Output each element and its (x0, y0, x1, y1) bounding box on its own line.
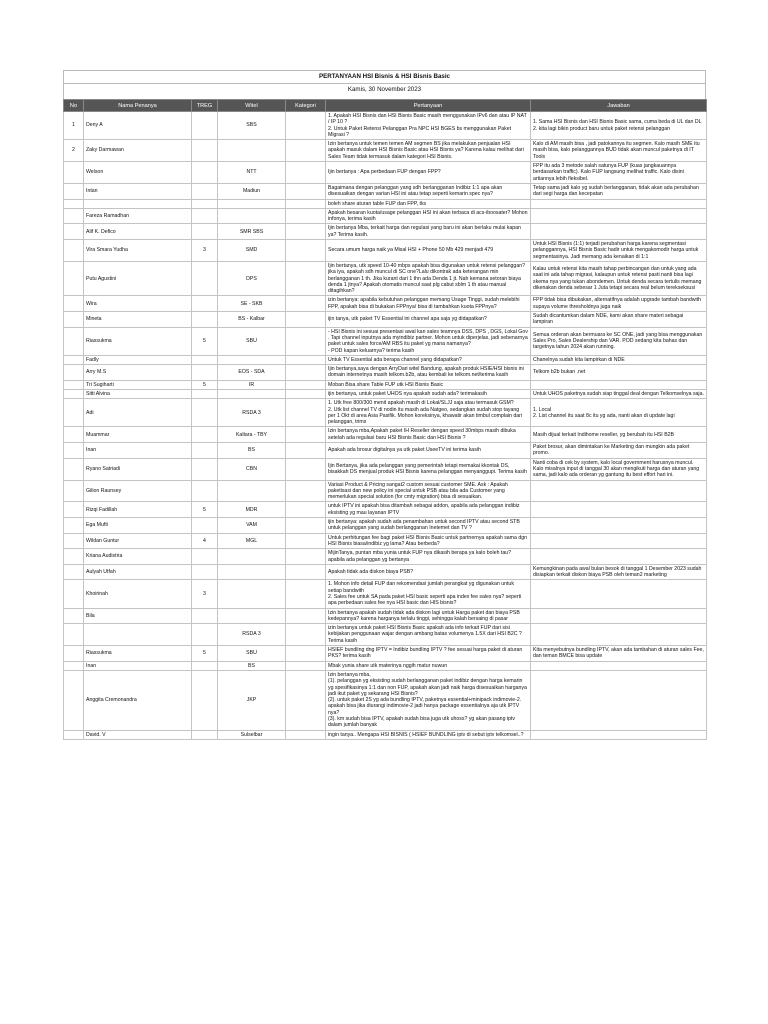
question-text: izin bertanya untuk paket HSI Bisnis Basic apakah ada info terkait FUP dari sisi kebijakan penggunaan wajar dengan ambang batas volumenya 1.5X dari HSI B2C ? Terima kasih (326, 624, 531, 646)
questioner-name: Fareza Ramadhan (84, 208, 192, 224)
kategori-cell (286, 549, 326, 565)
document-page (63, 70, 706, 740)
document-title: PERTANYAAN HSI Bisnis & HSI Bisnis Basic (63, 70, 706, 83)
row-number (64, 183, 84, 199)
treg-cell (192, 365, 218, 381)
kategori-cell (286, 624, 326, 646)
questioner-name: Welson (84, 162, 192, 184)
answer-text: Masih dijual terkait Indihome reseller, yg berubah itu HSI B2B (531, 427, 707, 443)
question-text: Mbak yunia share utk materinya nggih matur nuwun (326, 661, 531, 670)
kategori-cell (286, 399, 326, 427)
question-text: Izin bertanya mba,Apakah paket IH Reseller dengan speed 30mbps masih dibuka setelah ada regulasi baru HSI Bisnis Basic dan HSI Bisnis ? (326, 427, 531, 443)
witel-cell: SE - SKB (218, 296, 286, 312)
question-text: Ijin bertanya Mba, terkait harga dan regulasi yang baru ini akan berlaku mulai kapan ya? Terima kasih. (326, 224, 531, 240)
witel-cell: DPS (218, 261, 286, 295)
treg-cell (192, 224, 218, 240)
question-text: Izin bertanya untuk temen temen AM segmen BS jika melakukan penjualan HSI apakah masuk dalam HSI Bisnis Basic atau HSI Bisnis ya? Karena kalau melihat dari Sales Team tidak termasuk dalam kategori HSI Bisnis. (326, 140, 531, 162)
kategori-cell (286, 661, 326, 670)
treg-cell (192, 296, 218, 312)
treg-cell (192, 112, 218, 140)
table-row (64, 480, 707, 502)
answer-text (531, 502, 707, 518)
answer-text: Kalo di AM masih bisa , jadi patokannya itu segmen. Kalo masih SME itu masih bisa, kalo pelanggannya BUD tidak akan muncul paketnya di IT Tools (531, 140, 707, 162)
answer-text: 1. Sama HSI Bisnis dan HSI Bisnis Basic sama, cuma beda di UL dan DL 2. kita lagi bikin product baru untuk paket retensi pelanggan (531, 112, 707, 140)
table-row (64, 399, 707, 427)
witel-cell: BS (218, 661, 286, 670)
question-text: Apakah besaran kuota/usage pelanggan HSI ini akan terbaca di acs-iboosater? Mohon infonya, terima kasih (326, 208, 531, 224)
questioner-name: Riassukma (84, 327, 192, 355)
answer-text (531, 518, 707, 534)
question-text: Untuk perhitungan fee bagi paket HSI Bisnis Basic untuk partnernya apakah sama dgn HSI Bisnis biasa/indibiz yg lama? Atau berbeda? (326, 533, 531, 549)
questioner-name: Arry M.S (84, 365, 192, 381)
witel-cell: CBN (218, 458, 286, 480)
witel-cell: Kaltara - TBY (218, 427, 286, 443)
table-row (64, 661, 707, 670)
table-row (64, 112, 707, 140)
question-text: MijinTanya, puntan mba yunia untuk FUP nya dikasih berapa ya kalo boleh tau? apabila ada pelanggan yg bertanya (326, 549, 531, 565)
treg-cell (192, 518, 218, 534)
treg-cell: 5 (192, 646, 218, 662)
row-number (64, 399, 84, 427)
answer-text: Kemungkinan pada awal bulan besok di tanggal 1 Desember 2023 sudah disiapkan terkait diskon biaya PSB oleh teman2 marketing (531, 564, 707, 580)
witel-cell: SMR SBS (218, 224, 286, 240)
kategori-cell (286, 502, 326, 518)
questioner-name: Rizqi Fadillah (84, 502, 192, 518)
answer-text: Untuk UHOS paketnya sudah siap tinggal deal dengan Telkomselnya saja. (531, 389, 707, 398)
question-table (63, 99, 707, 740)
question-text: Izin bertanya apakah sudah tidak ada diskon lagi untuk Harga paket dan biaya PSB kedepannya? karena harganya terlalu tinggi, sehingga kalah bersaing di pasar (326, 608, 531, 624)
answer-text: FPP itu ada 3 metode salah satunya FUP (kuas jangkauannya berdasarkan traffic). Kalo FUP langsung melihat traffic. Kalo disini artiannya lebih fleksibel. (531, 162, 707, 184)
row-number (64, 296, 84, 312)
question-text: untuk IPTV ini apakah bisa ditambah sebagai addon, apabila ada pelanggan indibiz eksisting yg mau layanan IPTV (326, 502, 531, 518)
kategori-cell (286, 564, 326, 580)
kategori-cell (286, 427, 326, 443)
kategori-cell (286, 389, 326, 398)
table-row (64, 365, 707, 381)
answer-text (531, 380, 707, 389)
kategori-cell (286, 518, 326, 534)
kategori-cell (286, 183, 326, 199)
table-row (64, 533, 707, 549)
question-text: Variasi Product & Pricing sangat2 custom sesuai customer SME. Ask : Apakah paketisasi dan new policy ini special untuk PSB atau bila ada Customer yang memerlukan special solution (for cmty migration) bisa di sesuaikan. (326, 480, 531, 502)
kategori-cell (286, 140, 326, 162)
treg-cell (192, 443, 218, 459)
witel-cell (218, 199, 286, 208)
kategori-cell (286, 580, 326, 608)
answer-text (531, 199, 707, 208)
column-header-pertanyaan: Pertanyaan (326, 100, 531, 112)
kategori-cell (286, 670, 326, 730)
row-number (64, 518, 84, 534)
table-row (64, 208, 707, 224)
kategori-cell (286, 458, 326, 480)
witel-cell: RSDA 3 (218, 624, 286, 646)
question-text: 1. Utk free 800/300 menit apakah masih di Lokal/SLJJ saja atau termasuk GSM? 2. Utk list channel TV di nodin itu masih ada Natgeo, sedangkan sudah stop tayang per 1 Okt di area Asia Pasifik. Mohon koreksinya, khawatir akan timbul complain dari pelanggan, trims (326, 399, 531, 427)
treg-cell (192, 661, 218, 670)
row-number (64, 533, 84, 549)
row-number (64, 549, 84, 565)
kategori-cell (286, 608, 326, 624)
questioner-name: Vira Smara Yudha (84, 240, 192, 262)
kategori-cell (286, 261, 326, 295)
questioner-name: Khoirinah (84, 580, 192, 608)
answer-text: 1. Local 2. List channel itu saat 8c itu yg ada, nanti akan di update lagi (531, 399, 707, 427)
treg-cell (192, 480, 218, 502)
treg-cell: 5 (192, 380, 218, 389)
row-number (64, 580, 84, 608)
table-row (64, 162, 707, 184)
treg-cell (192, 208, 218, 224)
questioner-name: Kriana Audistria (84, 549, 192, 565)
question-text: boleh share aturan table FUP dan FPP, tks (326, 199, 531, 208)
answer-text (531, 670, 707, 730)
treg-cell: 5 (192, 327, 218, 355)
kategori-cell (286, 296, 326, 312)
row-number: 1 (64, 112, 84, 140)
witel-cell: SBS (218, 112, 286, 140)
table-row (64, 261, 707, 295)
table-row (64, 140, 707, 162)
question-text: - HSI Bisnis ini sesuai presentasi awal kan sales teamnya DSS, DPS , DGS, Lokal Gov . Tapi channel inputnya ada myindibiz partner. Mohon untuk diperjelas, jadi sebenarnya paket untuk sales force/AM RBS itu paket yg mana namanya? - POD kapan keluarnya? terima kasih (326, 327, 531, 355)
table-row (64, 327, 707, 355)
treg-cell (192, 730, 218, 739)
treg-cell (192, 261, 218, 295)
questioner-name: David. V (84, 730, 192, 739)
witel-cell: Sulselbar (218, 730, 286, 739)
table-row (64, 427, 707, 443)
treg-cell: 5 (192, 502, 218, 518)
answer-text: Sudah dicantumkan dalam NDE, kami akan share materi sebagai lampiran (531, 312, 707, 328)
question-text: izin bertanya: apabila kebutuhan pelanggan memang Usage Tinggi, sudah melebihi FPP, apakah bisa di bukakan FPPnya/ bisa di tambahkan kuota FPPnya? (326, 296, 531, 312)
question-text: Apakah ada brosur digitalnya ya utk paket UseeTV ini terima kasih (326, 443, 531, 459)
question-text: Ijin bertanya : Apa perbedaan FUP dengan FPP? (326, 162, 531, 184)
answer-text (531, 208, 707, 224)
row-number (64, 312, 84, 328)
question-text: ijin bertanya: apakah sudah ada penambahan untuk second IPTV atau second STB untuk pelanggan yang sudah berlangganan Inetemet dan TV ? (326, 518, 531, 534)
question-text: Apakah tidak ada diskon biaya PSB? (326, 564, 531, 580)
questioner-name: Adi (84, 399, 192, 427)
treg-cell (192, 458, 218, 480)
question-text: ijin tanya, utk paket TV Essential ini channel apa saja yg didapatkan? (326, 312, 531, 328)
answer-text (531, 533, 707, 549)
answer-text: Paket brosur, akan dimintakan ke Marketing dan mungkin ada paket promo. (531, 443, 707, 459)
witel-cell: MDR (218, 502, 286, 518)
question-text: Secara umum harga naik ya Misal HSI + Phone 50 Mb 429 menjadi 479 (326, 240, 531, 262)
row-number (64, 624, 84, 646)
row-number (64, 670, 84, 730)
answer-text (531, 661, 707, 670)
kategori-cell (286, 365, 326, 381)
row-number (64, 646, 84, 662)
treg-cell (192, 427, 218, 443)
row-number (64, 224, 84, 240)
table-row (64, 580, 707, 608)
table-row (64, 443, 707, 459)
answer-text (531, 624, 707, 646)
table-row (64, 502, 707, 518)
treg-cell (192, 399, 218, 427)
row-number (64, 355, 84, 364)
witel-cell: EOS - SDA (218, 365, 286, 381)
table-row (64, 549, 707, 565)
column-header-kategori: Kategori (286, 100, 326, 112)
kategori-cell (286, 380, 326, 389)
witel-cell (218, 580, 286, 608)
questioner-name: Alif K. Defico (84, 224, 192, 240)
treg-cell (192, 183, 218, 199)
treg-cell (192, 670, 218, 730)
table-row (64, 199, 707, 208)
witel-cell: MGL (218, 533, 286, 549)
column-header-jawaban: Jawaban (531, 100, 707, 112)
question-text: Izin bertanya mba, (1). pelanggan yg eksisting sudah berlangganan paket indibiz dengan harga kemarin yg spesifikasinya 1:1 dan non FUP, apakah akan jadi naik harga disesuaikan harganya jadi ikut paket yg sekarang HSI Bisnis? (2). untuk paket 2S yg ada bundling IPTV, paketnya essential+minipack indimovie-2. apakah bisa jika diurangi indimovie-2 jadi hanya package essentialnya aja utk IPTV nya? (3). km sudah bisa IPTV, apakah sudah bisa juga utk uhoss? yg akan pasang iptv dalam jumlah banyak (326, 670, 531, 730)
answer-text: Chanelnya sudah kita lampirkan di NDE (531, 355, 707, 364)
kategori-cell (286, 199, 326, 208)
witel-cell (218, 355, 286, 364)
column-header-witel: Witel (218, 100, 286, 112)
witel-cell (218, 564, 286, 580)
question-text: Bagaimana dengan pelanggan yang sdh berlangganan Indibiz 1:1 apa akan disesuaikan dengan varian HSI ini atau tetap seperti kemarin spec nya? (326, 183, 531, 199)
kategori-cell (286, 646, 326, 662)
row-number (64, 380, 84, 389)
treg-cell (192, 564, 218, 580)
question-text: Ijin Bertanya, jika ada pelanggan yang pemerintah tetapi memakai kkontak DS, bisakkah DS menjual produk HSI Bisnis karena pelanggan menyanggupi. Terima kasih (326, 458, 531, 480)
kategori-cell (286, 730, 326, 739)
witel-cell (218, 208, 286, 224)
row-number: 2 (64, 140, 84, 162)
row-number (64, 480, 84, 502)
witel-cell: RSDA 3 (218, 399, 286, 427)
table-row (64, 380, 707, 389)
row-number (64, 427, 84, 443)
row-number (64, 208, 84, 224)
table-row (64, 296, 707, 312)
row-number (64, 199, 84, 208)
answer-text (531, 549, 707, 565)
treg-cell (192, 162, 218, 184)
questioner-name: Wildan Guntur (84, 533, 192, 549)
treg-cell (192, 608, 218, 624)
questioner-name: Muammar (84, 427, 192, 443)
questioner-name: Fadly (84, 355, 192, 364)
document-date: Kamis, 30 November 2023 (63, 83, 706, 95)
treg-cell (192, 199, 218, 208)
treg-cell (192, 355, 218, 364)
row-number (64, 162, 84, 184)
question-text: ijin bertanya, untuk paket UHOS nya apakah sudah ada? terimakasih (326, 389, 531, 398)
treg-cell: 3 (192, 580, 218, 608)
questioner-name: Inan (84, 661, 192, 670)
witel-cell: BS - Kalbar (218, 312, 286, 328)
treg-cell: 3 (192, 240, 218, 262)
row-number (64, 564, 84, 580)
questioner-name: Ryano Satriadi (84, 458, 192, 480)
answer-text: Tetap sama jadi kalo yg sudah berlangganan, tidak akan ada perubahan dari segi harga dan kecepatan (531, 183, 707, 199)
question-text: Ijin bertanya, utk speed 10-40 mbps apakah bisa digunakan untuk retensi pelanggan? jika iya, apakah sdh muncul di SC one?Lalu dikontrak ada keterangan min berlangganan 1 th. Jika kurant dari 1 thn ada Denda 1 jt. Nah kemana setoran biaya denda 1 jtnya? Apakah otomatis muncul saat plg cabut sblm 1 th atau manual ditagihkan? (326, 261, 531, 295)
treg-cell (192, 312, 218, 328)
questioner-name: Inan (84, 443, 192, 459)
questioner-name: Bila (84, 608, 192, 624)
questioner-name: Ega Mufti (84, 518, 192, 534)
treg-cell (192, 140, 218, 162)
answer-text: Telkom b2b bukan .net (531, 365, 707, 381)
table-row (64, 730, 707, 739)
table-row (64, 389, 707, 398)
row-number (64, 661, 84, 670)
kategori-cell (286, 533, 326, 549)
answer-text: Semua orderan akan bermuara ke SC ONE, jadi yang bisa menggunakan Sales Pro, Sales Dealership dan VAR. POD sedang kita bahas dan targetnya tahun 2024 akan running. (531, 327, 707, 355)
kategori-cell (286, 208, 326, 224)
witel-cell (218, 389, 286, 398)
question-text: HSIEF bundling dng IPTV = Indibiz bundling IPTV ? fee sesuai harga paket di aturan PKS? terima kasih (326, 646, 531, 662)
kategori-cell (286, 224, 326, 240)
kategori-cell (286, 480, 326, 502)
questioner-name: Gilion Raunsey (84, 480, 192, 502)
answer-text: Nanti coba di cek by system, kalo local government harusnya muncul. Kalo misalnya input di tanggal 30 akan mengikuti harga dan aturan yang sama, jadi kalo ada orderan yg gantung itu best effort hari ini. (531, 458, 707, 480)
witel-cell: Madiun (218, 183, 286, 199)
questioner-name: Riassukma (84, 646, 192, 662)
questioner-name: Mineta (84, 312, 192, 328)
answer-text: Kalau untuk retensi kita masih tahap perbincangan dan untuk yang ada saat ini ada tahap migrasi, kalaupun untuk retensi pasti nanti bisa lagi skema nya yang tukan abondemen. Untuk denda secara tertulis memang dikenakan denda sebesar 1 Juta tetapi secara real belum terekseksusi (531, 261, 707, 295)
witel-cell: JKP (218, 670, 286, 730)
witel-cell: SMD (218, 240, 286, 262)
questioner-name: Deny A (84, 112, 192, 140)
answer-text (531, 480, 707, 502)
questioner-name (84, 199, 192, 208)
questioner-name: Tri Sugiharti (84, 380, 192, 389)
row-number (64, 389, 84, 398)
row-number (64, 502, 84, 518)
questioner-name: Putu Agustini (84, 261, 192, 295)
question-text: 1. Mohon info detail FUP dan rekomendasi jumlah perangkat yg digunakan untuk setiap bandwith 2. Sales fee untuk SA pada paket HSI basic seperti apa index fee sales nya? seperti apa perbedaan sales fee nya HSI basic dan HIS bisnis? (326, 580, 531, 608)
witel-cell: NTT (218, 162, 286, 184)
witel-cell: IR (218, 380, 286, 389)
question-text: Ijin bertanya,saya dengan ArryDari witel Bandung, apakah produk HSIE/HSI bisnis ini domain internetnya masih telkom.b2b, atau kembali ke telkom.net/terima kasih (326, 365, 531, 381)
answer-text: Untuk HSI Bisnis (1:1) terjadi perubahan harga karena segmentasi pelanggannya, HSI Bisnis Basic hadir untuk mengakomodir harga untuk segmentasinya. Jadi memang ada kenaikan di 1:1 (531, 240, 707, 262)
row-number (64, 730, 84, 739)
kategori-cell (286, 327, 326, 355)
table-row (64, 608, 707, 624)
row-number (64, 443, 84, 459)
question-text: Moban Bisa share Table FUP utk HSI Bisnis Basic (326, 380, 531, 389)
witel-cell (218, 480, 286, 502)
row-number (64, 365, 84, 381)
table-row (64, 670, 707, 730)
answer-text: FPP tidak bisa dibukakan, alternatifnya adalah upgrade tambah bandwith supaya volume thresholdnya juga naik (531, 296, 707, 312)
kategori-cell (286, 443, 326, 459)
row-number (64, 327, 84, 355)
column-header-name: Nama Penanya (84, 100, 192, 112)
table-row (64, 624, 707, 646)
answer-text (531, 608, 707, 624)
table-row (64, 564, 707, 580)
kategori-cell (286, 240, 326, 262)
column-header-no: No (64, 100, 84, 112)
kategori-cell (286, 355, 326, 364)
questioner-name: Sitti Alvina (84, 389, 192, 398)
answer-text: Kita menyebutnya bundling IPTV, akan ada tambahan di aturan sales Fee, dan teman BMCE bisa update (531, 646, 707, 662)
witel-cell: SBU (218, 646, 286, 662)
questioner-name: Wira (84, 296, 192, 312)
question-text: 1. Apakah HSI Bisnis dan HSI Bisnis Basic masih menggunakan IPv6 dan atau IP NAT / IP 10 ? 2. Untuk Paket Retensi Pelanggan Pra NPC HSI BGES bs menggunakan Paket Migrasi ? (326, 112, 531, 140)
column-header-treg: TREG (192, 100, 218, 112)
table-row (64, 646, 707, 662)
kategori-cell (286, 312, 326, 328)
row-number (64, 261, 84, 295)
table-row (64, 240, 707, 262)
questioner-name (84, 624, 192, 646)
treg-cell (192, 389, 218, 398)
witel-cell: VAM (218, 518, 286, 534)
answer-text (531, 224, 707, 240)
witel-cell (218, 549, 286, 565)
row-number (64, 458, 84, 480)
questioner-name: Aulyah Utfah (84, 564, 192, 580)
kategori-cell (286, 112, 326, 140)
question-text: Untuk TV Essential ada berapa channel yang didapatkan? (326, 355, 531, 364)
kategori-cell (286, 162, 326, 184)
row-number (64, 608, 84, 624)
witel-cell: BS (218, 443, 286, 459)
question-text: ingin tanya.. Mengapa HSI BISNIS ( HSIEF BUNDLING iptv di sebut iptv telkomsel..? (326, 730, 531, 739)
table-header-row (64, 100, 707, 112)
treg-cell (192, 624, 218, 646)
table-row (64, 355, 707, 364)
witel-cell (218, 608, 286, 624)
table-row (64, 224, 707, 240)
witel-cell: SBU (218, 327, 286, 355)
witel-cell (218, 140, 286, 162)
table-row (64, 183, 707, 199)
questioner-name: Intan (84, 183, 192, 199)
questioner-name: Zaky Darmawan (84, 140, 192, 162)
table-row (64, 518, 707, 534)
answer-text (531, 730, 707, 739)
answer-text (531, 580, 707, 608)
table-row (64, 458, 707, 480)
table-row (64, 312, 707, 328)
treg-cell: 4 (192, 533, 218, 549)
questioner-name: Anggita Cremonandra (84, 670, 192, 730)
treg-cell (192, 549, 218, 565)
row-number (64, 240, 84, 262)
